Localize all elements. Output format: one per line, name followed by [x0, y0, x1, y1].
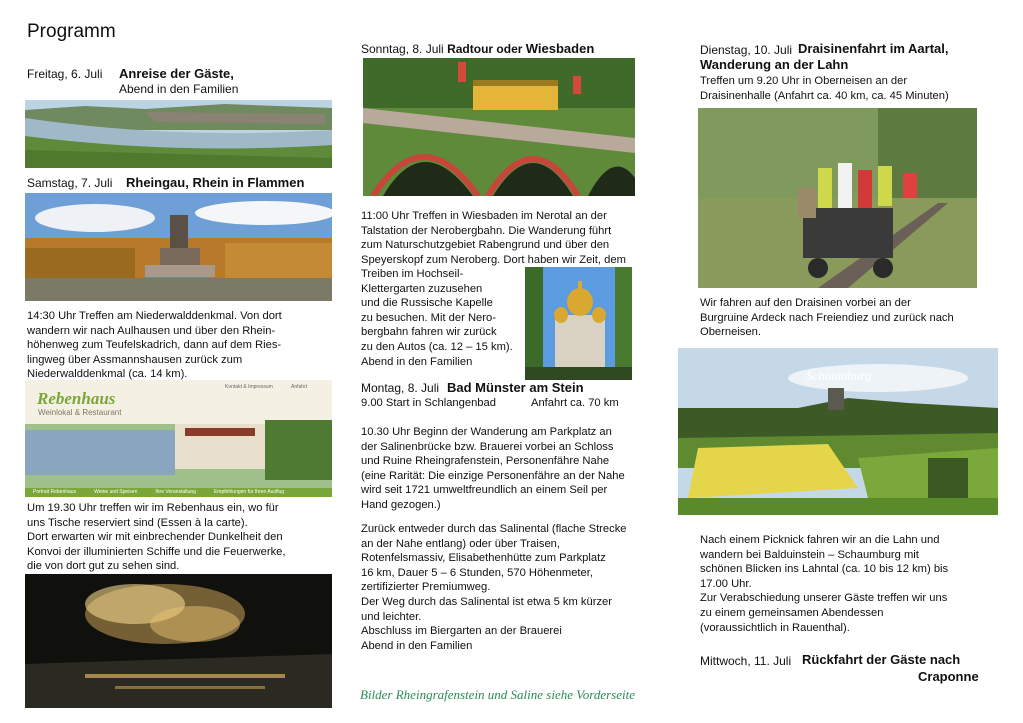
day4-date: Montag, 8. Juli	[361, 381, 440, 395]
nerobergbahn-photo	[363, 58, 635, 196]
day2-text2: Um 19.30 Uhr treffen wir im Rebenhaus ein, wo für uns Tische reserviert sind (Essen à la carte). Dort erwarten wir mit einbrechender Dunkelheit den Konvoi der illuminierten Schiffe und die Feuerwerke, die von dort gut zu sehen sind.	[27, 502, 286, 573]
day2-title: Rheingau, Rhein in Flammen	[126, 175, 305, 190]
day4-p2: Zurück entweder durch das Salinental (flache Strecke an der Nahe entlang) oder über Traisen, Rotenfelsmassiv, Elisabethenhütte zum Parkplatz 16 km, Dauer 5 – 6 Stunden, 570 Höhenmeter, zertifizierter Premiumweg. Der Weg durch das Salinental ist etwa 5 km kürzer und leichter. Abschluss im Biergarten an der Brauerei Abend in den Familien	[361, 523, 627, 652]
draisine-photo	[698, 108, 977, 288]
day5-title-a: Draisinenfahrt im Aartal,	[798, 41, 949, 56]
day2-text: 14:30 Uhr Treffen am Niederwalddenkmal. Von dort wandern wir nach Aulhausen und über den Rhein- höhenweg zum Teufelskadrich, dann auf dem Ries- lingweg über Assmannshausen zurück zum Niederwalddenkmal (ca. 14 km).	[27, 310, 282, 381]
day4-title: Bad Münster am Stein	[447, 380, 584, 395]
day3-p2: Treiben im Hochseil- Klettergarten zuzusehen und die Russische Kapelle zu besuchen. Mit der Nero- bergbahn fahren wir zurück zu den Autos (ca. 12 – 15 km). Abend in den Familien	[361, 268, 513, 368]
fireworks-photo	[25, 574, 332, 708]
footer-note: Bilder Rheingrafenstein und Saline siehe Vorderseite	[360, 687, 635, 702]
rebenhaus-website-photo	[25, 380, 332, 497]
rebenhaus-logo: Rebenhaus	[37, 389, 116, 408]
day6-date: Mittwoch, 11. Juli	[700, 654, 792, 668]
rebenhaus-footer-nav	[33, 489, 332, 495]
day3-title-b: Wiesbaden	[525, 41, 595, 56]
day3-p1: 11:00 Uhr Treffen in Wiesbaden im Nerotal an der Talstation der Nerobergbahn. Die Wanderung führt zum Naturschutzgebiet Rabengrund und über den Speyerskopf zum Neroberg. Dort haben wir Zeit, dem	[361, 210, 626, 266]
schaumburg-label: Schaumburg	[806, 368, 872, 383]
day3-title-a: Radtour oder	[447, 42, 523, 56]
day5-p1: Treffen um 9.20 Uhr in Oberneisen an der Draisinenhalle (Anfahrt ca. 40 km, ca. 45 Minuten)	[700, 75, 949, 102]
rhine-panorama-photo	[25, 100, 332, 168]
niederwald-monument-photo	[25, 193, 332, 301]
day1-date: Freitag, 6. Juli	[27, 67, 103, 81]
rebenhaus-nav-directions: Anfahrt	[291, 384, 308, 390]
day4-p1: 10.30 Uhr Beginn der Wanderung am Parkplatz an der Salinenbrücke bzw. Brauerei vorbei an Schloss und Ruine Rheingrafenstein, Personenfähre Nahe (eine Rarität: Die einzige Personenfähre an der Nahe wird seit 1721 umweltfreundlich an einem Seil per Hand gezogen.)	[361, 426, 625, 511]
day5-p3: Nach einem Picknick fahren wir an die Lahn und wandern bei Balduinstein – Schaumburg mit schönen Blicken ins Lahntal (ca. 10 bis 12 km) bis 17.00 Uhr. Zur Verabschiedung unserer Gäste treffen wir uns zu einem gemeinsamen Abendessen (voraussichtlich in Rauenthal).	[700, 534, 949, 634]
day2-date: Samstag, 7. Juli	[27, 176, 113, 190]
rebenhaus-footer-item: Ihre Veranstaltung	[155, 489, 196, 495]
day1-sub: Abend in den Familien	[119, 82, 239, 96]
rebenhaus-footer-item: Empfehlungen für Ihren Ausflug	[213, 489, 285, 495]
rebenhaus-footer-item: Portrait Rebenhaus	[33, 489, 77, 495]
day3-date	[361, 41, 594, 56]
schaumburg-photo	[678, 348, 998, 515]
russian-chapel-photo	[525, 267, 632, 380]
rebenhaus-logo-sub: Weinlokal & Restaurant	[38, 408, 122, 417]
day6-title-b: Craponne	[918, 669, 979, 684]
day1-title: Anreise der Gäste,	[119, 66, 234, 81]
day4-start: 9.00 Start in Schlangenbad	[361, 397, 496, 409]
page-title: Programm	[27, 21, 116, 42]
day5-p2: Wir fahren auf den Draisinen vorbei an der Burgruine Ardeck nach Freiendiez und zurück nach Oberneisen.	[700, 297, 954, 339]
day4-drive: Anfahrt ca. 70 km	[531, 397, 619, 409]
rebenhaus-footer-item: Weine und Speisen	[94, 489, 138, 495]
day6-title-a: Rückfahrt der Gäste nach	[802, 652, 961, 667]
rebenhaus-nav-contact: Kontakt & Impressum	[225, 384, 273, 390]
day5-date: Dienstag, 10. Juli	[700, 43, 793, 57]
day5-title-b: Wanderung an der Lahn	[700, 57, 849, 72]
day3-date-text: Sonntag, 8. Juli	[361, 42, 444, 56]
